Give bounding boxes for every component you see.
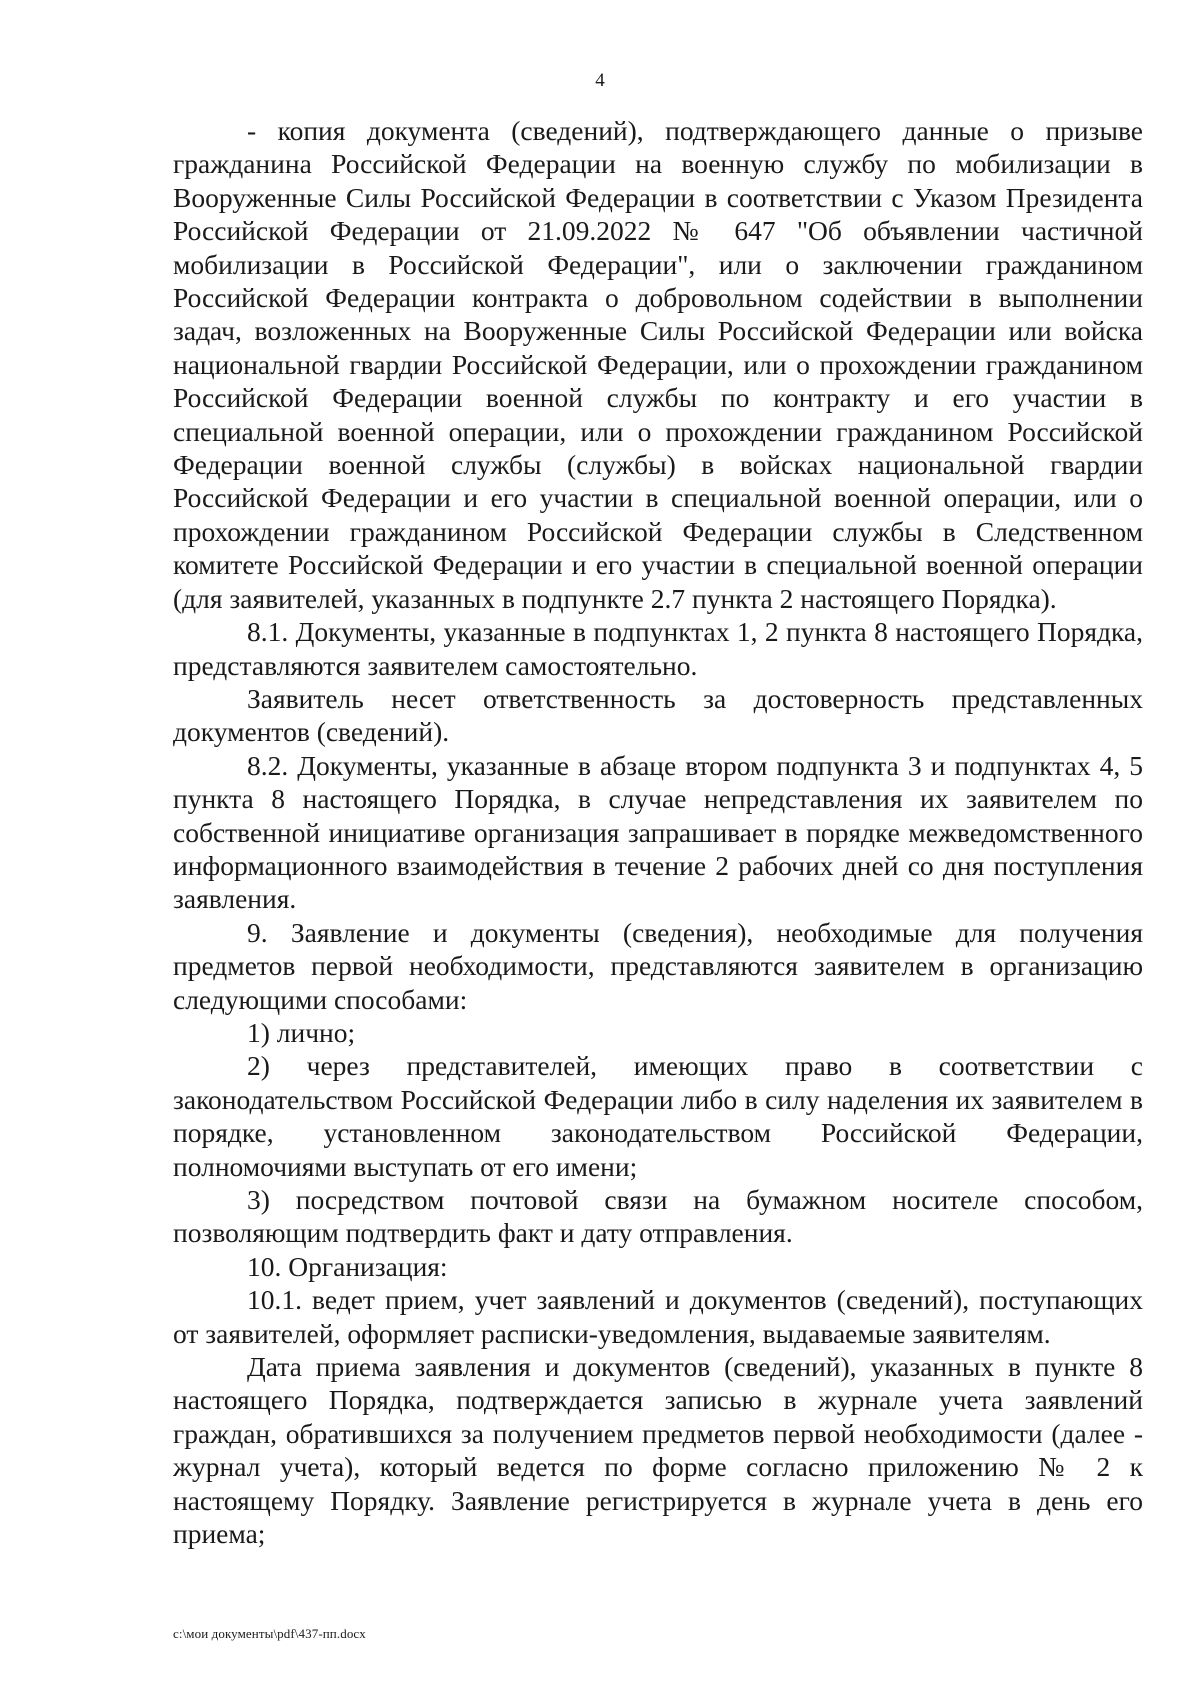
paragraph-responsibility: Заявитель несет ответственность за достоверность представленных документов (сведений). bbox=[173, 682, 1143, 748]
paragraph-registration-date: Дата приема заявления и документов (сведений), указанных в пункте 8 настоящего Порядка, подтверждается записью в журнале учета заявлений граждан, обратившихся за получением предметов первой необходимости (далее - журнал учета), который ведется по форме согласно приложению № 2 к настоящему Порядку. Заявление регистрируется в журнале учета в день его приема; bbox=[173, 1351, 1143, 1550]
document-body bbox=[173, 114, 1143, 1550]
paragraph-9: 9. Заявление и документы (сведения), необходимые для получения предметов первой необходимости, представляются заявителем в организацию следующими способами: bbox=[173, 916, 1143, 1015]
paragraph-10: 10. Организация: bbox=[247, 1250, 448, 1282]
paragraph-9-item-3: 3) посредством почтовой связи на бумажном носителе способом, позволяющим подтвердить факт и дату отправления. bbox=[173, 1184, 1143, 1249]
paragraph-10-1: 10.1. ведет прием, учет заявлений и документов (сведений), поступающих от заявителей, оформляет расписки-уведомления, выдаваемые заявителям. bbox=[173, 1284, 1143, 1349]
paragraph-8-2: 8.2. Документы, указанные в абзаце втором подпункта 3 и подпунктах 4, 5 пункта 8 настоящего Порядка, в случае непредставления их заявителем по собственной инициативе организация запрашивает в порядке межведомственного информационного взаимодействия в течение 2 рабочих дней со дня поступления заявления. bbox=[173, 749, 1143, 915]
page-number: 4 bbox=[595, 70, 605, 91]
paragraph-8-1: 8.1. Документы, указанные в подпунктах 1, 2 пункта 8 настоящего Порядка, представляются заявителем самостоятельно. bbox=[173, 616, 1143, 681]
footer-file-path: c:\мои документы\pdf\437-пп.docx bbox=[173, 1626, 366, 1641]
paragraph-mobilization-document: - копия документа (сведений), подтверждающего данные о призыве гражданина Российской Федерации на военную службу по мобилизации в Вооруженные Силы Российской Федерации в соответствии с Указом Президента Российской Федерации от 21.09.2022 № 647 "Об объявлении частичной мобилизации в Российской Федерации", или о заключении гражданином Российской Федерации контракта о добровольном содействии в выполнении задач, возложенных на Вооруженные Силы Российской Федерации или войска национальной гвардии Российской Федерации, или о прохождении гражданином Российской Федерации военной службы по контракту и его участии в специальной военной операции, или о прохождении гражданином Российской Федерации военной службы (службы) в войсках национальной гвардии Российской Федерации и его участии в специальной военной операции, или о прохождении гражданином Российской Федерации службы в Следственном комитете Российской Федерации и его участии в специальной военной операции (для заявителей, указанных в подпункте 2.7 пункта 2 настоящего Порядка). bbox=[173, 115, 1143, 614]
paragraph-9-item-1: 1) лично; bbox=[247, 1016, 356, 1048]
paragraph-9-item-2: 2) через представителей, имеющих право в соответствии с законодательством Российской Федерации либо в силу наделения их заявителем в порядке, установленном законодательством Российской Федерации, полномочиями выступать от его имени; bbox=[173, 1050, 1143, 1182]
